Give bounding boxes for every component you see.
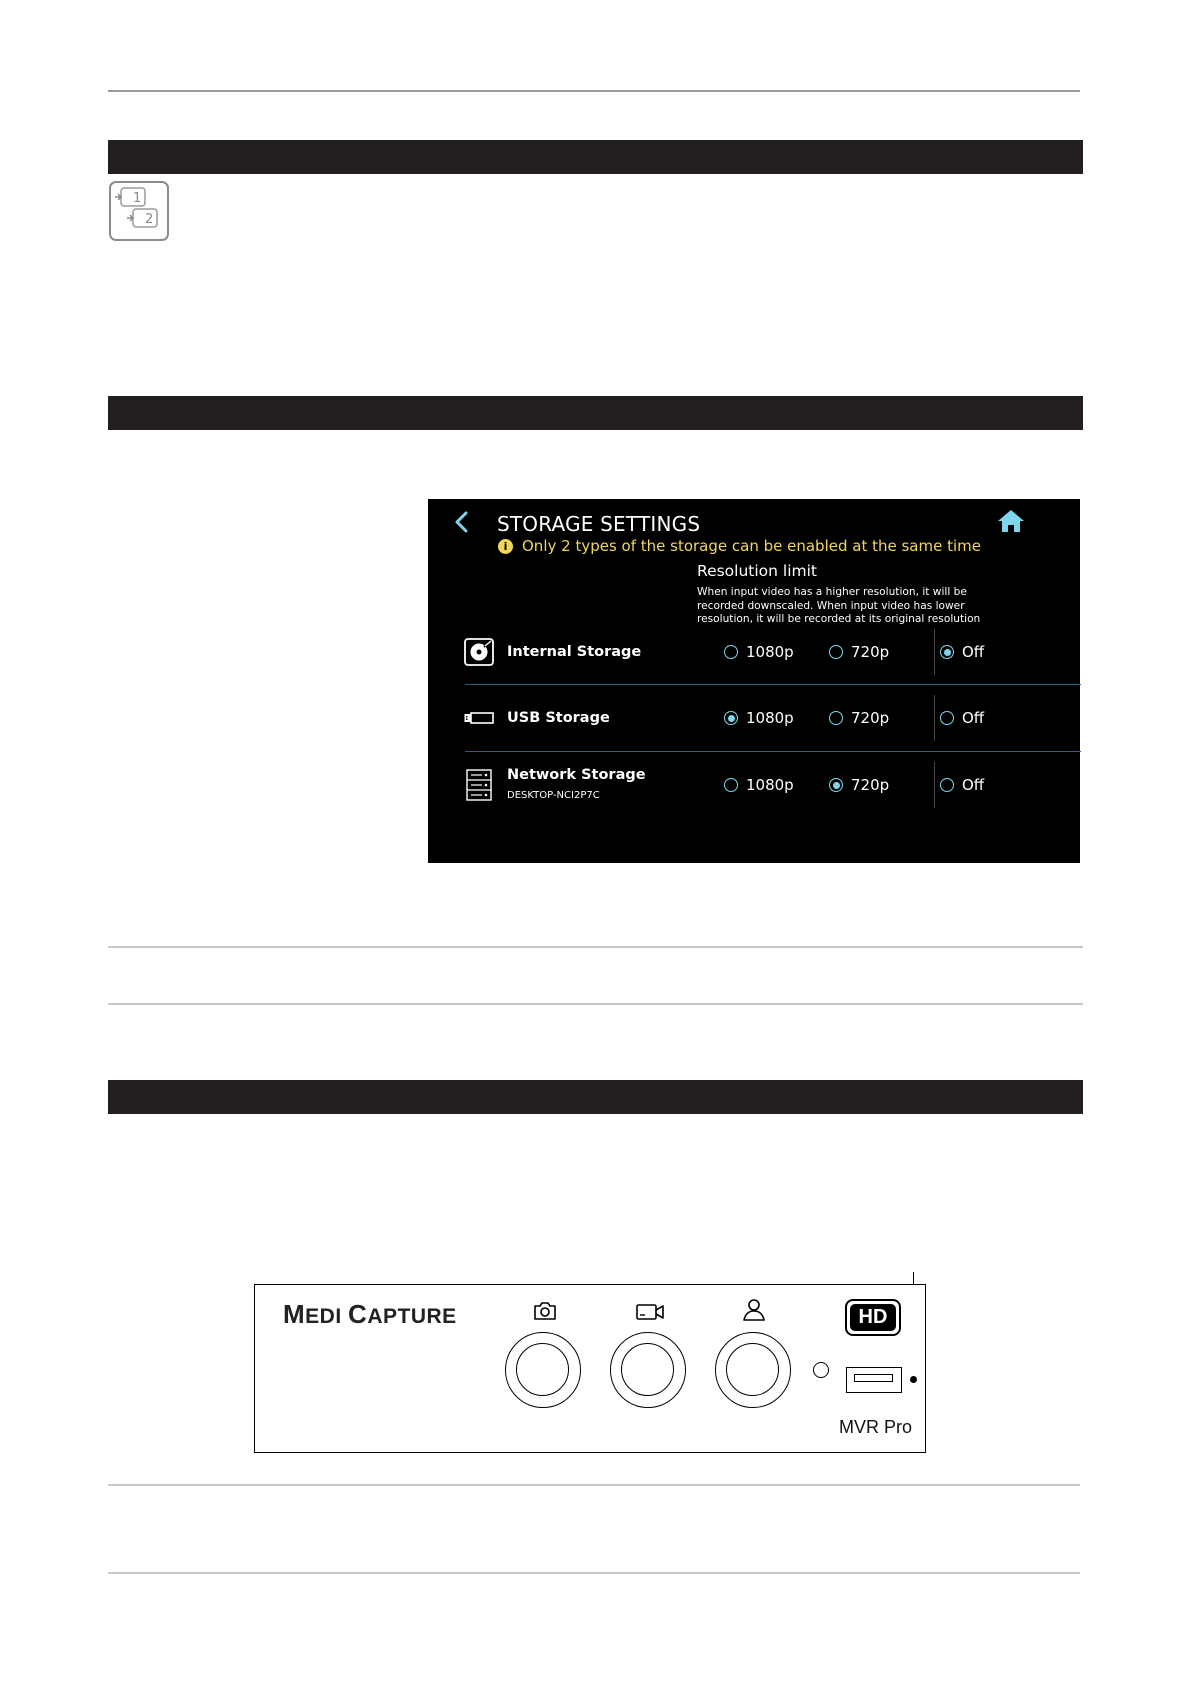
svg-text:2: 2 bbox=[145, 212, 154, 227]
internal-1080p-option[interactable]: 1080p bbox=[724, 642, 794, 662]
status-led bbox=[813, 1362, 829, 1378]
resolution-limit-title: Resolution limit bbox=[697, 562, 818, 580]
column-divider bbox=[934, 762, 935, 808]
radio-icon bbox=[940, 778, 954, 792]
device-front-panel bbox=[254, 1284, 926, 1453]
callout-dot bbox=[910, 1376, 917, 1383]
server-icon bbox=[466, 769, 494, 801]
radio-icon bbox=[940, 711, 954, 725]
disc-icon bbox=[464, 638, 496, 666]
home-icon[interactable] bbox=[996, 508, 1026, 534]
divider-rule bbox=[108, 1572, 1080, 1574]
divider-rule bbox=[108, 1003, 1083, 1005]
row-internal-storage-label: Internal Storage bbox=[507, 644, 642, 660]
back-chevron-icon[interactable] bbox=[452, 509, 472, 535]
info-icon: i bbox=[498, 539, 513, 554]
storage-warning: Only 2 types of the storage can be enabled at the same time bbox=[522, 537, 981, 555]
row-separator bbox=[465, 684, 1081, 685]
network-1080p-option[interactable]: 1080p bbox=[724, 775, 794, 795]
camera-icon bbox=[532, 1300, 558, 1322]
record-button[interactable] bbox=[610, 1332, 686, 1408]
screen-title: STORAGE SETTINGS bbox=[497, 512, 701, 536]
svg-text:1: 1 bbox=[133, 191, 142, 206]
row-separator bbox=[465, 751, 1081, 752]
snapshot-button[interactable] bbox=[505, 1332, 581, 1408]
network-720p-option[interactable]: 720p bbox=[829, 775, 889, 795]
internal-off-option[interactable]: Off bbox=[940, 642, 984, 662]
radio-selected-icon bbox=[940, 645, 954, 659]
radio-selected-icon bbox=[724, 711, 738, 725]
column-divider bbox=[934, 629, 935, 675]
usb-720p-option[interactable]: 720p bbox=[829, 708, 889, 728]
storage-settings-screen bbox=[428, 499, 1080, 863]
video-camera-icon bbox=[635, 1300, 665, 1322]
network-off-option[interactable]: Off bbox=[940, 775, 984, 795]
usb-port[interactable] bbox=[846, 1367, 902, 1393]
brand-logo: MEDI CAPTURE bbox=[283, 1299, 457, 1329]
radio-icon bbox=[829, 711, 843, 725]
internal-720p-option[interactable]: 720p bbox=[829, 642, 889, 662]
divider-rule bbox=[108, 1484, 1080, 1486]
column-divider bbox=[934, 695, 935, 741]
section-bar-2 bbox=[108, 396, 1083, 430]
network-storage-host: DESKTOP-NCI2P7C bbox=[507, 790, 600, 801]
usb-1080p-option[interactable]: 1080p bbox=[724, 708, 794, 728]
radio-icon bbox=[829, 645, 843, 659]
divider-rule bbox=[108, 946, 1083, 948]
top-rule bbox=[108, 90, 1080, 92]
row-usb-storage-label: USB Storage bbox=[507, 710, 610, 726]
model-name: MVR Pro bbox=[839, 1417, 913, 1437]
usb-off-option[interactable]: Off bbox=[940, 708, 984, 728]
person-icon bbox=[741, 1298, 767, 1322]
hd-badge: HD bbox=[845, 1299, 901, 1336]
step-1-2-icon bbox=[109, 181, 169, 241]
row-network-storage-label: Network Storage bbox=[507, 767, 646, 783]
radio-icon bbox=[724, 778, 738, 792]
usb-stick-icon bbox=[464, 711, 496, 725]
radio-icon bbox=[724, 645, 738, 659]
section-bar-1 bbox=[108, 140, 1083, 174]
section-bar-3 bbox=[108, 1080, 1083, 1114]
patient-button[interactable] bbox=[715, 1332, 791, 1408]
resolution-limit-desc: When input video has a higher resolution, it will be recorded downscaled. When input video has lower resolution, it will be recorded at its original resolution bbox=[697, 586, 981, 625]
radio-selected-icon bbox=[829, 778, 843, 792]
